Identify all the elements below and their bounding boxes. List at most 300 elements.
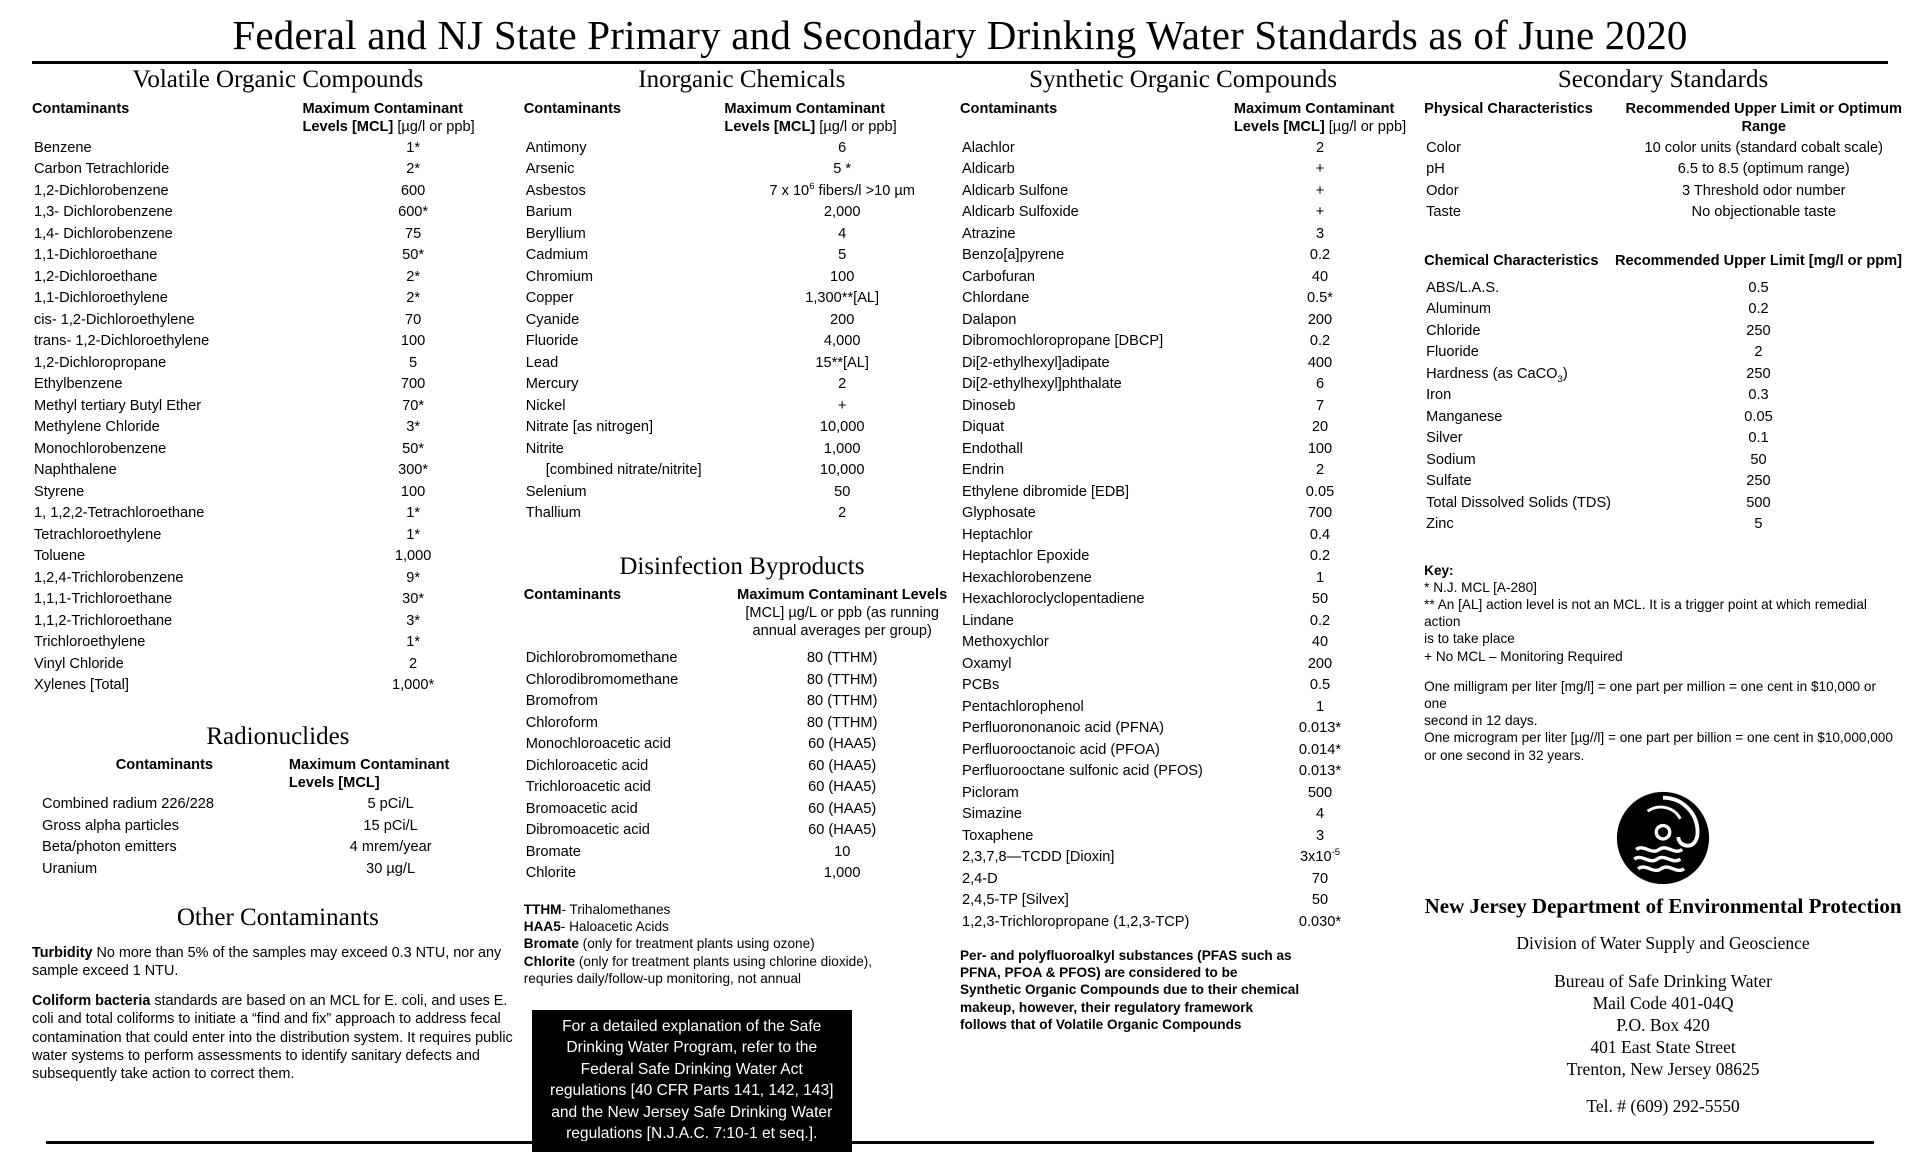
- subscript: 3: [1557, 373, 1563, 385]
- row-contaminant-name: Gross alpha particles: [42, 817, 180, 834]
- row-contaminant-name: Benzene: [34, 139, 92, 156]
- table-row: [32, 331, 524, 353]
- table-row: [960, 396, 1406, 418]
- row-value: 700: [1307, 505, 1333, 522]
- row-contaminant-name: Nitrite: [525, 440, 564, 457]
- row-contaminant-name: Hardness (as CaCO$_3$): [1426, 365, 1568, 385]
- table-row: [32, 224, 524, 246]
- table-row: [32, 202, 524, 224]
- row-value: 4: [1315, 806, 1325, 823]
- title-rule: [32, 61, 1888, 64]
- row-value: 0.5: [1309, 677, 1331, 694]
- row-value: 200: [1307, 311, 1333, 328]
- row-value: $3x10^{-5}$: [1299, 847, 1341, 866]
- table-row: [1424, 471, 1902, 493]
- header-contaminants: Contaminants: [523, 587, 622, 604]
- table-row: [960, 697, 1406, 719]
- table-row: [32, 503, 524, 525]
- table-row: [524, 288, 960, 310]
- row-contaminant-name: Chromium: [525, 268, 594, 285]
- table-row: [960, 159, 1406, 181]
- header-mcl-units: [µg/l or ppb]: [393, 118, 475, 135]
- table-row: [524, 820, 960, 842]
- row-contaminant-name: Perfluorooctane sulfonic acid (PFOS): [961, 763, 1203, 780]
- row-value: 0.05: [1744, 408, 1773, 425]
- row-value: 4 mrem/year: [349, 839, 432, 856]
- row-value: 10,000: [819, 419, 865, 436]
- table-row: [1424, 299, 1902, 321]
- table-row: [524, 734, 960, 756]
- row-contaminant-name: 1,1,2-Trichloroethane: [34, 612, 173, 629]
- row-contaminant-name: Sodium: [1426, 451, 1476, 468]
- row-contaminant-name: Nitrate [as nitrogen]: [525, 419, 654, 436]
- row-value: 3: [1315, 827, 1325, 844]
- agency-division: Division of Water Supply and Geoscience: [1516, 932, 1810, 953]
- table-row: [960, 331, 1406, 353]
- table-row: [524, 799, 960, 821]
- row-contaminant-name: Fluoride: [525, 333, 579, 350]
- table-synthetic: [960, 100, 1406, 934]
- row-contaminant-name: Ethylbenzene: [34, 376, 123, 393]
- row-contaminant-name: Nickel: [525, 397, 566, 414]
- table-row: [960, 718, 1406, 740]
- conversion-line: second in 12 days.: [1424, 713, 1538, 729]
- table-row: [960, 439, 1406, 461]
- row-contaminant-name: Lead: [525, 354, 559, 371]
- agency-name: New Jersey Department of Environmental Protection: [1424, 893, 1902, 918]
- table-row: [524, 691, 960, 713]
- row-contaminant-name: Naphthalene: [34, 462, 117, 479]
- row-value: 4: [838, 225, 847, 242]
- row-contaminant-name: Di[2-ethylhexyl]adipate: [961, 354, 1110, 371]
- row-value: 250: [1746, 365, 1771, 382]
- table-header-row: [524, 586, 960, 642]
- row-contaminant-name: Sulfate: [1426, 473, 1472, 490]
- footnote-line: Chlorite (only for treatment plants using chlorine dioxide),: [523, 953, 873, 969]
- row-value: 3 Threshold odor number: [1681, 182, 1846, 199]
- row-contaminant-name: Chlorite: [525, 865, 577, 882]
- table-row: [1424, 450, 1902, 472]
- header-mcl-line1: Maximum Contaminant: [724, 100, 885, 117]
- table-row: [960, 245, 1406, 267]
- row-value: 200: [1307, 655, 1333, 672]
- row-value: 60 (HAA5): [808, 779, 877, 796]
- table-row: [1424, 181, 1902, 203]
- header-recommended-line1: Recommended Upper Limit or Optimum: [1625, 100, 1902, 117]
- row-contaminant-name: Bromate: [525, 843, 581, 860]
- row-value: 5 pCi/L: [367, 796, 414, 813]
- row-contaminant-name: Di[2-ethylhexyl]phthalate: [961, 376, 1122, 393]
- table-row: [524, 267, 960, 289]
- footnote-line: requries daily/follow-up monitoring, not annual: [523, 971, 802, 987]
- agency-pobox: P.O. Box 420: [1616, 1014, 1710, 1035]
- turbidity-label: Turbidity: [32, 944, 93, 961]
- table-row: [1424, 407, 1902, 429]
- table-row: [1424, 514, 1902, 536]
- key-title: Key:: [1424, 562, 1454, 578]
- row-value: 6.5 to 8.5 (optimum range): [1677, 161, 1850, 178]
- column-secondary-standards: [1406, 66, 1902, 1117]
- row-contaminant-name: Zinc: [1426, 516, 1454, 533]
- row-value: 600*: [398, 204, 429, 221]
- row-value: 0.2: [1309, 247, 1331, 264]
- table-row: [1424, 493, 1902, 515]
- table-row: [32, 439, 524, 461]
- row-contaminant-name: Dalapon: [961, 311, 1017, 328]
- row-contaminant-name: 1,1,1-Trichloroethane: [34, 591, 173, 608]
- key-block: [1424, 562, 1902, 764]
- row-contaminant-name: 1,2-Dichloroethane: [34, 268, 158, 285]
- row-contaminant-name: 1,4- Dichlorobenzene: [34, 225, 173, 242]
- row-contaminant-name: ABS/L.A.S.: [1426, 279, 1500, 296]
- row-contaminant-name: 1,1-Dichloroethylene: [34, 290, 168, 307]
- row-contaminant-name: Carbofuran: [961, 268, 1035, 285]
- header-mcl-line1: Maximum Contaminant: [1233, 100, 1395, 117]
- table-row: [524, 842, 960, 864]
- row-contaminant-name: Taste: [1426, 204, 1462, 221]
- row-contaminant-name: Bromoacetic acid: [525, 800, 638, 817]
- row-contaminant-name: Endrin: [961, 462, 1005, 479]
- table-row: [960, 783, 1406, 805]
- table-row: [960, 847, 1406, 869]
- table-row: [960, 804, 1406, 826]
- section-heading-secondary: Secondary Standards: [1557, 66, 1769, 94]
- agency-block: [1424, 790, 1902, 1117]
- table-row: [960, 632, 1406, 654]
- footnote-line: TTHM- Trihalomethanes: [523, 901, 671, 917]
- row-value: 0.014*: [1298, 741, 1342, 758]
- row-contaminant-name: 1,2-Dichloropropane: [34, 354, 167, 371]
- table-row: [960, 546, 1406, 568]
- table-row: [32, 632, 524, 654]
- row-value: 1*: [406, 634, 420, 651]
- row-value: 2: [1315, 462, 1325, 479]
- table-row: [524, 374, 960, 396]
- row-value: 60 (HAA5): [808, 800, 877, 817]
- table-row: [32, 654, 524, 676]
- row-value: 60 (HAA5): [808, 736, 877, 753]
- table-header-row: [524, 100, 960, 138]
- conversion-line: or one second in 32 years.: [1424, 747, 1585, 763]
- table-row: [960, 740, 1406, 762]
- table-voc: [32, 100, 524, 697]
- table-row: [524, 417, 960, 439]
- table-row: [524, 202, 960, 224]
- key-line: is to take place: [1424, 631, 1515, 647]
- table-row: [960, 675, 1406, 697]
- column-synthetic-organic: [960, 66, 1406, 1033]
- row-value: 70*: [402, 397, 425, 414]
- row-value: 2*: [406, 290, 420, 307]
- row-contaminant-name: Carbon Tetrachloride: [34, 161, 170, 178]
- row-contaminant-name: Odor: [1426, 182, 1459, 199]
- table-row: [32, 417, 524, 439]
- header-mcl-units1: [MCL] µg/L or ppb (as running: [745, 605, 940, 622]
- table-row: [1424, 202, 1902, 224]
- table-row: [960, 826, 1406, 848]
- row-value: 80 (TTHM): [806, 714, 878, 731]
- row-contaminant-name: Methyl tertiary Butyl Ether: [34, 397, 202, 414]
- row-contaminant-name: Simazine: [961, 806, 1023, 823]
- table-row: [40, 837, 492, 859]
- row-value: 50: [1311, 591, 1329, 608]
- section-heading-disinfection: Disinfection Byproducts: [619, 552, 865, 580]
- row-contaminant-name: Lindane: [961, 612, 1014, 629]
- key-line: * N.J. MCL [A-280]: [1424, 579, 1537, 595]
- row-value: 0.2: [1309, 548, 1331, 565]
- row-value: 200: [830, 311, 855, 328]
- row-value: 40: [1311, 268, 1329, 285]
- footnote-term: TTHM: [523, 901, 562, 917]
- column-volatile-organic: [18, 66, 524, 1084]
- row-value: 4,000: [823, 333, 861, 350]
- row-contaminant-name: 2,3,7,8—TCDD [Dioxin]: [961, 849, 1115, 866]
- table-row: [960, 374, 1406, 396]
- header-recommended-upper-limit: Recommended Upper Limit [mg/l or ppm]: [1614, 252, 1902, 269]
- row-contaminant-name: Dibromoacetic acid: [525, 822, 650, 839]
- row-value: 75: [404, 225, 422, 242]
- row-value: 5 *: [833, 161, 852, 178]
- table-row: [40, 816, 492, 838]
- table-row: [32, 245, 524, 267]
- table-row: [960, 353, 1406, 375]
- row-contaminant-name: Perfluorononanoic acid (PFNA): [961, 720, 1164, 737]
- row-value: 2*: [406, 268, 420, 285]
- row-contaminant-name: Trichloroacetic acid: [525, 779, 651, 796]
- row-value: 20: [1311, 419, 1329, 436]
- table-row: [524, 439, 960, 461]
- table-row: [960, 482, 1406, 504]
- conversion-line: One milligram per liter [mg/l] = one part per million = one cent in $10,000 or one: [1424, 678, 1876, 711]
- row-contaminant-name: Benzo[a]pyrene: [961, 247, 1065, 264]
- row-value: 0.3: [1748, 387, 1769, 404]
- table-row: [960, 267, 1406, 289]
- table-row: [32, 568, 524, 590]
- header-contaminants: Contaminants: [959, 100, 1058, 117]
- row-value: 0.030*: [1298, 913, 1342, 930]
- table-inorganic: [524, 100, 960, 525]
- table-row: [960, 525, 1406, 547]
- header-mcl-line2: Levels [MCL]: [1233, 118, 1325, 135]
- table-chemical-characteristics: [1424, 252, 1902, 536]
- footnote-term: Chlorite: [523, 953, 576, 969]
- table-radionuclides: [40, 756, 492, 880]
- row-contaminant-name: Diquat: [961, 419, 1005, 436]
- row-value: 50*: [402, 440, 425, 457]
- table-header-row: [40, 756, 492, 794]
- table-row: [40, 794, 492, 816]
- row-contaminant-name: Beta/photon emitters: [42, 839, 177, 856]
- row-value: 700: [400, 376, 426, 393]
- header-mcl-line2: Levels [MCL]: [302, 118, 394, 135]
- table-row: [32, 611, 524, 633]
- table-row: [524, 353, 960, 375]
- row-value: +: [1315, 161, 1325, 178]
- table-disinfection: [524, 586, 960, 885]
- row-value: 100: [1307, 440, 1333, 457]
- row-value: 80 (TTHM): [806, 650, 878, 667]
- row-value: 10,000: [819, 462, 865, 479]
- row-value: 1*: [406, 139, 420, 156]
- header-mcl: [302, 100, 523, 138]
- row-contaminant-name: Styrene: [34, 483, 85, 500]
- row-value: 0.013*: [1298, 720, 1342, 737]
- table-row: [32, 267, 524, 289]
- table-row: [32, 589, 524, 611]
- table-row: [960, 310, 1406, 332]
- row-contaminant-name: 1,2-Dichlorobenzene: [34, 182, 169, 199]
- table-row: [32, 675, 524, 697]
- row-contaminant-name: [combined nitrate/nitrite]: [545, 462, 702, 479]
- row-contaminant-name: Total Dissolved Solids (TDS): [1426, 494, 1612, 511]
- agency-street: 401 East State Street: [1590, 1036, 1736, 1057]
- header-mcl-line1: Maximum Contaminant: [302, 100, 463, 117]
- row-contaminant-name: Fluoride: [1426, 344, 1479, 361]
- row-value: 6: [838, 139, 847, 156]
- njdep-seal-icon: [1615, 790, 1711, 886]
- row-contaminant-name: Color: [1426, 139, 1461, 156]
- table-row: [1424, 159, 1902, 181]
- table-row: [1424, 364, 1902, 386]
- row-contaminant-name: Xylenes [Total]: [34, 677, 129, 694]
- header-recommended-line2: Range: [1741, 118, 1787, 135]
- row-contaminant-name: Uranium: [42, 860, 98, 877]
- row-contaminant-name: cis- 1,2-Dichloroethylene: [34, 311, 195, 328]
- table-row: [524, 713, 960, 735]
- row-contaminant-name: Heptachlor Epoxide: [961, 548, 1090, 565]
- row-value: 1,000*: [392, 677, 435, 694]
- row-contaminant-name: Iron: [1426, 387, 1452, 404]
- agency-telephone: Tel. # (609) 292-5550: [1586, 1095, 1740, 1116]
- row-contaminant-name: Methoxychlor: [961, 634, 1049, 651]
- row-value: 60 (HAA5): [808, 757, 877, 774]
- row-contaminant-name: Pentachlorophenol: [961, 698, 1084, 715]
- table-row: [524, 503, 960, 525]
- row-contaminant-name: Dichloroacetic acid: [525, 757, 649, 774]
- row-value: 400: [1307, 354, 1333, 371]
- row-value: 1: [1315, 698, 1325, 715]
- header-mcl-units: [µg/l or ppb]: [1324, 118, 1407, 135]
- row-contaminant-name: Picloram: [961, 784, 1019, 801]
- footnote-term: HAA5: [523, 918, 561, 934]
- table-row: [524, 756, 960, 778]
- row-value: 9*: [406, 569, 420, 586]
- row-value: 1,300**[AL]: [805, 290, 880, 307]
- row-value: 1,000: [394, 548, 432, 565]
- table-row: [960, 654, 1406, 676]
- row-value: +: [1315, 204, 1325, 221]
- row-contaminant-name: Hexachlorobenzene: [961, 569, 1092, 586]
- row-contaminant-name: Chloride: [1426, 322, 1481, 339]
- row-value: +: [1315, 182, 1325, 199]
- row-value: 60 (HAA5): [808, 822, 877, 839]
- row-contaminant-name: 1, 1,2,2-Tetrachloroethane: [34, 505, 205, 522]
- row-value: 5: [1754, 516, 1763, 533]
- table-header-row: [1424, 252, 1902, 272]
- row-value: 0.013*: [1298, 763, 1342, 780]
- row-value: 2,000: [823, 204, 861, 221]
- row-value: 3: [1315, 225, 1325, 242]
- table-row: [960, 138, 1406, 160]
- row-contaminant-name: Heptachlor: [961, 526, 1033, 543]
- table-row: [32, 310, 524, 332]
- row-value: 7: [1315, 397, 1325, 414]
- row-contaminant-name: 1,1-Dichloroethane: [34, 247, 158, 264]
- row-contaminant-name: 1,2,4-Trichlorobenzene: [34, 569, 184, 586]
- table-row: [960, 503, 1406, 525]
- row-value: No objectionable taste: [1691, 204, 1836, 221]
- row-value: 15 pCi/L: [363, 817, 418, 834]
- row-contaminant-name: Antimony: [525, 139, 587, 156]
- table-row: [524, 331, 960, 353]
- row-value: 50: [1311, 892, 1329, 909]
- footnote-term: Bromate: [523, 936, 579, 952]
- row-contaminant-name: Vinyl Chloride: [34, 655, 124, 672]
- row-value: 0.2: [1309, 612, 1331, 629]
- agency-citystate: Trenton, New Jersey 08625: [1566, 1058, 1760, 1079]
- row-contaminant-name: Glyphosate: [961, 505, 1036, 522]
- row-value: 2: [838, 505, 847, 522]
- row-value: 2*: [406, 161, 420, 178]
- agency-bureau: Bureau of Safe Drinking Water: [1554, 970, 1773, 991]
- paragraph-turbidity: [32, 944, 524, 981]
- table-row: [960, 912, 1406, 934]
- row-value: 0.5*: [1307, 290, 1333, 307]
- row-value: 30 µg/L: [366, 860, 416, 877]
- table-header-row: [32, 100, 524, 138]
- row-contaminant-name: Ethylene dibromide [EDB]: [961, 483, 1130, 500]
- header-chemical-characteristics: Chemical Characteristics: [1424, 252, 1599, 269]
- table-row: [524, 460, 960, 482]
- row-contaminant-name: pH: [1426, 161, 1445, 178]
- row-value: 2: [1754, 344, 1763, 361]
- header-mcl-line1: Maximum Contaminant Levels: [737, 587, 948, 604]
- row-contaminant-name: Silver: [1426, 430, 1463, 447]
- paragraph-coliform: [32, 992, 524, 1083]
- page-title: Federal and NJ State Primary and Secondary Drinking Water Standards as of June 2020: [232, 12, 1688, 58]
- row-value: +: [837, 397, 847, 414]
- header-mcl-units2: annual averages per group): [752, 623, 932, 640]
- row-contaminant-name: Barium: [525, 204, 572, 221]
- table-row: [524, 181, 960, 203]
- row-contaminant-name: Bromofrom: [525, 693, 598, 710]
- table-row: [1424, 138, 1902, 160]
- row-contaminant-name: Aldicarb: [961, 161, 1015, 178]
- table-row: [524, 159, 960, 181]
- table-row: [960, 202, 1406, 224]
- row-contaminant-name: Tetrachloroethylene: [34, 526, 162, 543]
- row-contaminant-name: PCBs: [961, 677, 1000, 694]
- table-row: [960, 869, 1406, 891]
- key-line: + No MCL – Monitoring Required: [1424, 648, 1623, 664]
- columns-container: [18, 66, 1902, 1152]
- row-value: 2: [409, 655, 418, 672]
- table-row: [1424, 428, 1902, 450]
- coliform-label: Coliform bacteria: [32, 993, 151, 1010]
- key-line: ** An [AL] action level is not an MCL. It is a trigger point at which remedial action: [1424, 596, 1867, 630]
- row-contaminant-name: Toluene: [34, 548, 86, 565]
- header-contaminants: Contaminants: [523, 100, 622, 117]
- header-physical-characteristics: Physical Characteristics: [1424, 100, 1593, 117]
- row-contaminant-name: Trichloroethylene: [34, 634, 146, 651]
- row-value: 5: [838, 247, 847, 264]
- row-contaminant-name: Manganese: [1426, 408, 1503, 425]
- row-contaminant-name: Aldicarb Sulfone: [961, 182, 1069, 199]
- disinfection-footnotes: [524, 901, 960, 988]
- row-contaminant-name: Methylene Chloride: [34, 419, 160, 436]
- row-value: 3*: [406, 419, 420, 436]
- coliform-text: standards are based on an MCL for E. coli, and uses E. coli and total coliforms to initiate a “find and fix” approach to address fecal contamination that could enter into the distribution system. It requires public water systems to perform assessments to identify sanitary defects and subsequently take action to correct them.: [32, 993, 513, 1083]
